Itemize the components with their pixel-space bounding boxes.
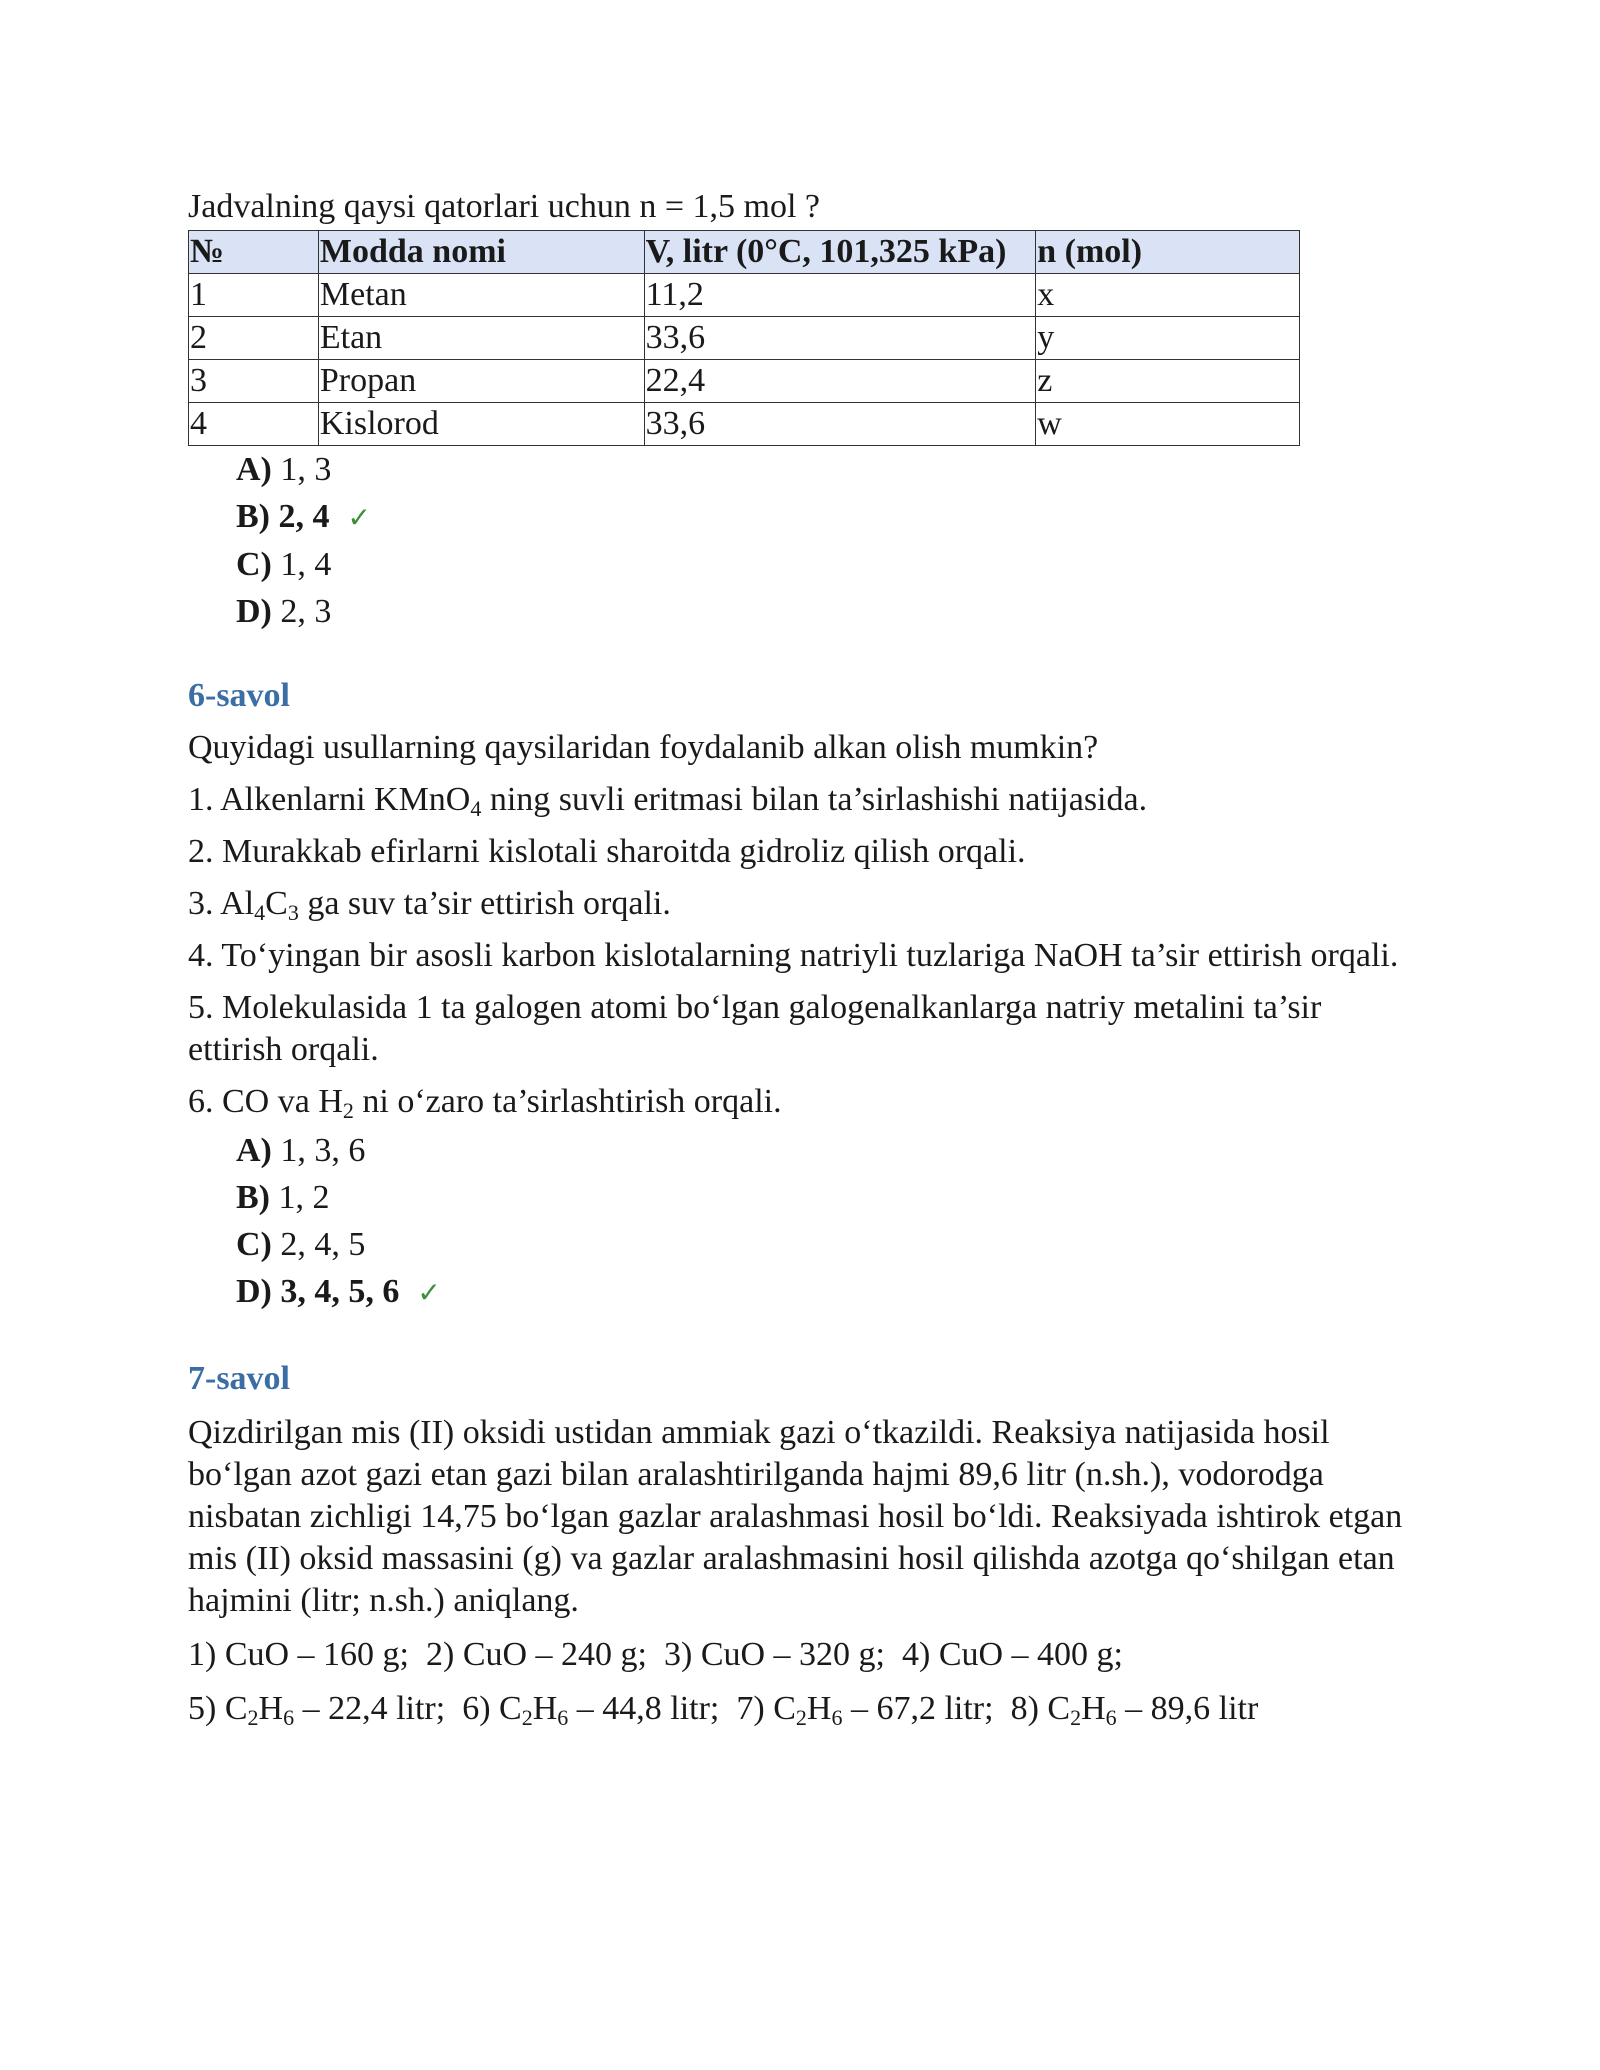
- table-header-row: [189, 231, 1300, 274]
- table-cell: Propan: [318, 360, 644, 403]
- q5-option-d[interactable]: D) 2, 3: [236, 593, 332, 630]
- q6-item-6: 6. CO va $H_2$ ni o‘zaro ta’sirlashtirish orqali.: [188, 1083, 782, 1123]
- table-cell: Kislorod: [318, 403, 644, 446]
- table-row: [189, 274, 1300, 317]
- table-cell: 33,6: [644, 403, 1036, 446]
- table-header-cell: V, litr (0°C, 101,325 kPa): [644, 231, 1036, 274]
- q7-question: Qizdirilgan mis (II) oksidi ustidan ammiak gazi o‘tkazildi. Reaksiya natijasida hosil bo‘lgan azot gazi etan gazi bilan aralashtirilganda hajmi 89,6 litr (n.sh.), vodorodga nisbatan zichligi 14,75 bo‘lgan gazlar aralashmasi hosil bo‘ldi. Reaksiyada ishtirok etgan mis (II) oksid massasini (g) va gazlar aralashmasini hosil qilishda azotga qo‘shilgan etan hajmini (litr; n.sh.) aniqlang.: [188, 1414, 1403, 1619]
- table-cell: 3: [189, 360, 319, 403]
- table-cell: z: [1036, 360, 1300, 403]
- q6-heading: 6-savol: [188, 677, 290, 714]
- q5-options: [236, 446, 1423, 635]
- table-cell: 1: [189, 274, 319, 317]
- q6-option-c[interactable]: C) 2, 4, 5: [236, 1226, 366, 1263]
- table-header-cell: n (mol): [1036, 231, 1300, 274]
- table-header-cell: Modda nomi: [318, 231, 644, 274]
- q6-item-2: 2. Murakkab efirlarni kislotali sharoitda gidroliz qilish orqali.: [188, 833, 1026, 870]
- table-row: [189, 403, 1300, 446]
- table-cell: Metan: [318, 274, 644, 317]
- checkmark-icon: ✓: [417, 1276, 441, 1309]
- table-row: [189, 317, 1300, 360]
- q6-item-1: 1. Alkenlarni KMnO$_4$ ning suvli eritmasi bilan ta’sirlashishi natijasida.: [188, 781, 1148, 821]
- document-page: [188, 186, 1423, 1730]
- table-cell: y: [1036, 317, 1300, 360]
- table-cell: 22,4: [644, 360, 1036, 403]
- q5-option-c[interactable]: C) 1, 4: [236, 546, 332, 583]
- table-cell: Etan: [318, 317, 644, 360]
- q6-option-b[interactable]: B) 1, 2: [236, 1179, 330, 1216]
- q6-item-3: 3. $Al_4C_3$ ga suv ta’sir ettirish orqali.: [188, 885, 671, 925]
- table-cell: w: [1036, 403, 1300, 446]
- q6-item-4: 4. To‘yingan bir asosli karbon kislotalarning natriyli tuzlariga NaOH ta’sir ettirish orqali.: [188, 937, 1399, 974]
- moles-table: [188, 230, 1300, 446]
- q6-item-5: 5. Molekulasida 1 ta galogen atomi bo‘lgan galogenalkanlarga natriy metalini ta’sir ettirish orqali.: [188, 989, 1322, 1068]
- table-cell: 2: [189, 317, 319, 360]
- table-cell: 11,2: [644, 274, 1036, 317]
- table-cell: x: [1036, 274, 1300, 317]
- q6-option-d[interactable]: D) 3, 4, 5, 6 ✓: [236, 1273, 441, 1310]
- q6-question: Quyidagi usullarning qaysilaridan foydalanib alkan olish mumkin?: [188, 729, 1099, 766]
- q5-intro: Jadvalning qaysi qatorlari uchun n = 1,5 mol ?: [188, 188, 820, 225]
- q6-options: [236, 1127, 1423, 1316]
- checkmark-icon: ✓: [347, 501, 371, 534]
- q6-option-a[interactable]: A) 1, 3, 6: [236, 1132, 366, 1169]
- q7-choices-line-1: 1) CuO – 160 g; 2) CuO – 240 g; 3) CuO – 320 g; 4) CuO – 400 g;: [188, 1636, 1123, 1673]
- q5-option-b[interactable]: B) 2, 4 ✓: [236, 498, 371, 535]
- table-cell: 4: [189, 403, 319, 446]
- table-cell: 33,6: [644, 317, 1036, 360]
- q7-choices-line-2: 5) $C_2H_6 - 22,4$ litr; 6) $C_2H_6 - 44,8$ litr; 7) $C_2H_6 - 67,2$ litr; 8) $C_2H_6 - 89,6$ litr: [188, 1690, 1259, 1730]
- table-row: [189, 360, 1300, 403]
- table-header-cell: №: [189, 231, 319, 274]
- q7-heading: 7-savol: [188, 1360, 290, 1397]
- q5-option-a[interactable]: A) 1, 3: [236, 451, 332, 488]
